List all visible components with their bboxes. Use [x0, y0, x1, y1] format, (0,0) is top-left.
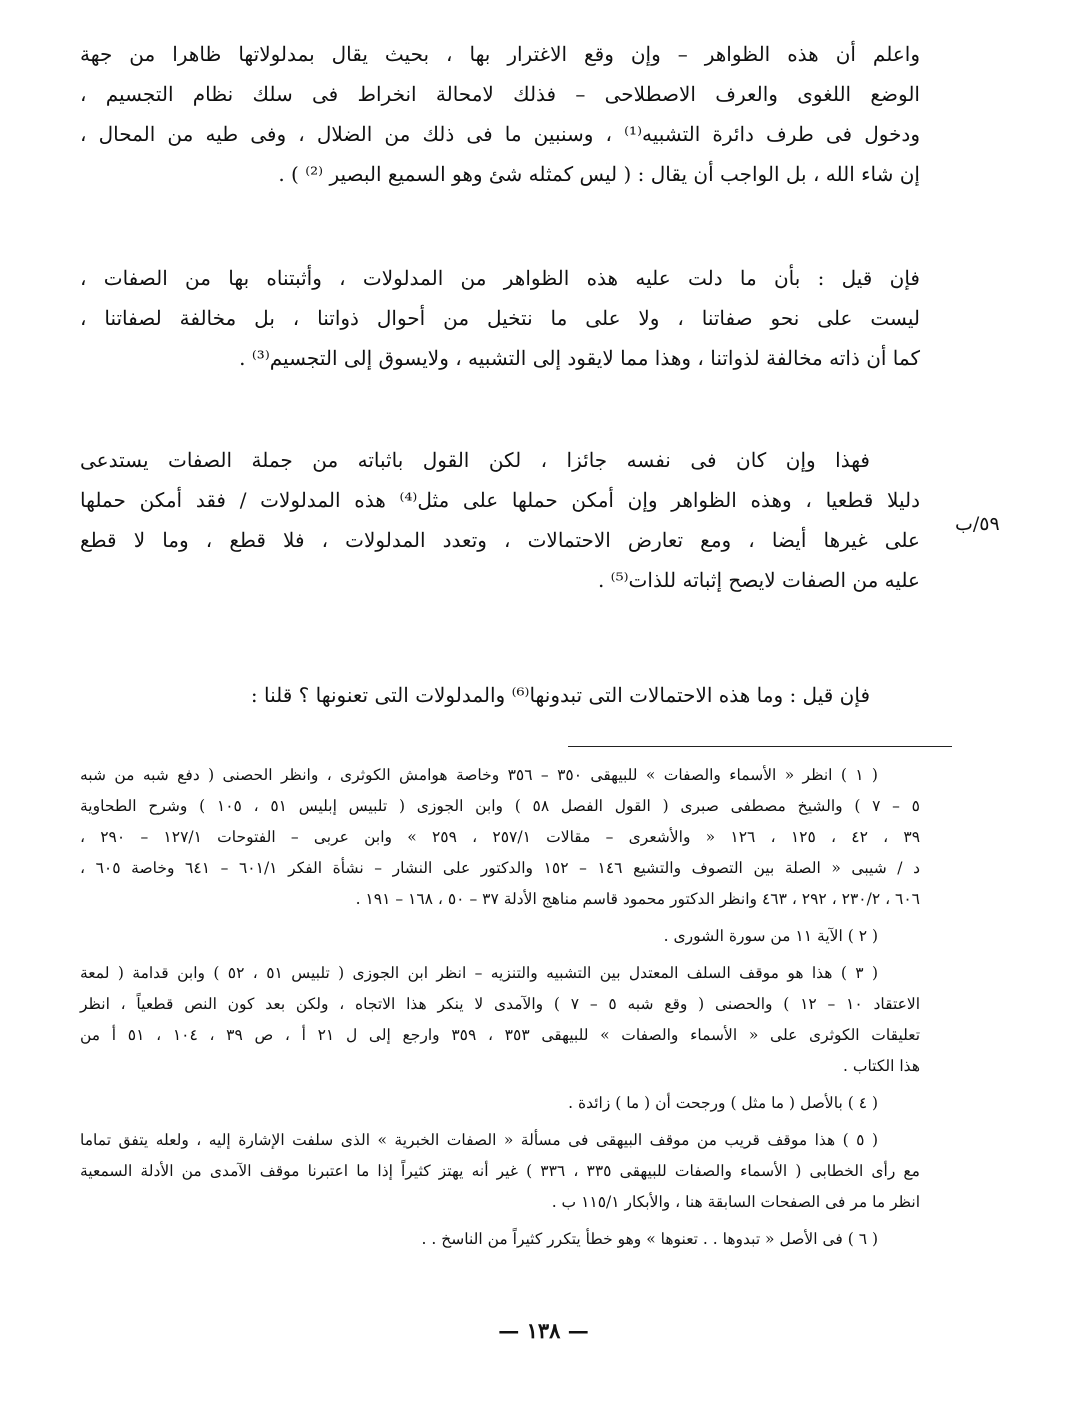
footnote-6 — [80, 1224, 920, 1255]
footnote-line: هذا الكتاب . — [843, 1057, 920, 1075]
text-line: على غيرها أيضا ، ومع تعارض الاحتمالات ، وتعدد المدلولات ، فلا قطع ، وما لا قطع — [80, 528, 920, 552]
text-line: فإن قيل : بأن ما دلت عليه هذه الظواهر من المدلولات ، وأثبتناه بها من الصفات ، — [80, 266, 920, 290]
paragraph-3 — [80, 440, 920, 600]
footnote-line: ٥ – ٧ ) والشيخ مصطفى صبرى ( القول الفصل ٥٨ ) وابن الجوزى ( تلبيس إبليس ٥١ ، ١٠٥ ) وشرح الطحاوية — [80, 797, 920, 815]
footnote-line: ( ٥ ) هذا موقف قريب من موقف البيهقى فى مسألة « الصفات الخبرية » الذى سلفت الإشارة إليه ، ولعله يتفق تماما — [80, 1131, 878, 1149]
text-line: فإن قيل : وما هذه الاحتمالات التى تبدونها⁽⁶⁾ والمدلولات التى تعنونها ؟ قلنا : — [250, 683, 870, 707]
text-line: دليلا قطعيا ، وهذه الظواهر وإن أمكن حملها على مثل⁽⁴⁾ هذه المدلولات / فقد أمكن حملها — [80, 488, 920, 512]
footnote-line: مع رأى الخطابى ( الأسماء والصفات للبيهقى ٣٣٥ ، ٣٣٦ ) غير أنه يهتز كثيراً إذا ما اعتبرنا موقف الآمدى من الأدلة السمعية — [80, 1162, 920, 1180]
text-line: الوضع اللغوى والعرف الاصطلاحى – فذلك لامحالة انخراط فى سلك نظام التجسيم ، — [80, 82, 920, 106]
footnote-line: ( ٣ ) هذا هو موقف السلف المعتدل بين التشبيه والتنزيه – انظر ابن الجوزى ( تلبيس ٥١ ، ٥٢ ) وابن قدامة ( لمعة — [80, 964, 879, 982]
footnote-3 — [80, 958, 920, 1082]
paragraph-1 — [80, 34, 920, 194]
footnote-line: د / شيبى « الصلة بين التصوف والتشيع ١٤٦ – ١٥٢ والدكتور على النشار – نشأة الفكر ٦٠١/١ – ٦٤١ وخاصة ٦٠٥ ، — [80, 859, 920, 877]
footnote-separator — [568, 746, 952, 747]
footnote-line: انظر ما مر فى الصفحات السابقة هنا ، والأبكار ١١٥/١ ب . — [551, 1193, 920, 1211]
footnote-line: ٣٩ ، ٤٢ ، ١٢٥ ، ١٢٦ « والأشعرى – مقالات ٢٥٧/١ ، ٢٥٩ » وابن عربى – الفتوحات ١٢٧/١ – ٢٩٠ ، — [80, 828, 921, 846]
footnote-line: ٦٠٦ ، ٢٣٠/٢ ، ٢٩٢ ، ٤٦٣ وانظر الدكتور محمود قاسم مناهج الأدلة ٣٧ – ٥٠ ، ١٦٨ – ١٩١ . — [355, 890, 920, 908]
paragraph-4 — [80, 675, 920, 715]
text-line: ودخول فى طرف دائرة التشبيه⁽¹⁾ ، وسنبين ما فى ذلك من الضلال ، وفى طيه من المحال ، — [80, 122, 920, 146]
page-number: — ١٣٨ — — [498, 1318, 589, 1343]
footnote-line: تعليقات الكوثرى على « الأسماء والصفات » للبيهقى ٣٥٣ ، ٣٥٩ وارجع إلى ل ٢١ أ ، ص ٣٩ ، ١٠٤ ، ٥١ أ من — [80, 1026, 921, 1044]
footnote-line: ( ٦ ) فى الأصل « تبدوها . . تعنوها » وهو خطأ يتكرر كثيراً من الناسخ . . — [421, 1230, 878, 1248]
text-line: عليه من الصفات لايصح إثباته للذات⁽⁵⁾ . — [597, 568, 920, 592]
footnote-line: ( ٢ ) الآية ١١ من سورة الشورى . — [663, 927, 878, 945]
footnotes — [80, 760, 920, 1261]
text-line: إن شاء الله ، بل الواجب أن يقال : ( ليس كمثله شئ وهو السميع البصير ⁽²⁾ ) . — [278, 162, 920, 186]
folio-margin-note: ٥٩/ب — [955, 513, 1000, 535]
footnote-4 — [80, 1088, 920, 1119]
paragraph-2 — [80, 258, 920, 378]
footnote-line: الاعتقاد ١٠ – ١٢ ) والحصنى ( وقع شبه ٥ – ٧ ) والآمدى لا ينكر هذا الاتجاه ، ولكن بعد كون النص قطعياً ، انظر — [80, 995, 921, 1013]
text-line: كما أن ذاته مخالفة لذواتنا ، وهذا مما لايقود إلى التشبيه ، ولايسوق إلى التجسيم⁽³⁾ . — [239, 346, 920, 370]
text-line: فهذا وإن كان فى نفسه جائزا ، لكن القول باثباته من جملة الصفات يستدعى — [80, 448, 870, 472]
footnote-line: ( ٤ ) بالأصل ( ما مثل ) ورجحت أن ( ما ) زائدة . — [568, 1094, 878, 1112]
footnote-line: ( ١ ) انظر « الأسماء والصفات » للبيهقى ٣٥٠ – ٣٥٦ وخاصة هوامش الكوثرى ، وانظر الحصنى ( دفع شبه من شبه — [80, 766, 878, 784]
text-line: واعلم أن هذه الظواهر – وإن وقع الاغترار بها ، بحيث يقال بمدلولاتها ظاهرا من جهة — [80, 42, 920, 66]
footnote-5 — [80, 1125, 920, 1218]
text-line: ليست على نحو صفاتنا ، ولا على ما نتخيل من أحوال ذواتنا ، بل مخالفة لصفاتنا ، — [80, 306, 920, 330]
footnote-2 — [80, 921, 920, 952]
footnote-1 — [80, 760, 920, 915]
